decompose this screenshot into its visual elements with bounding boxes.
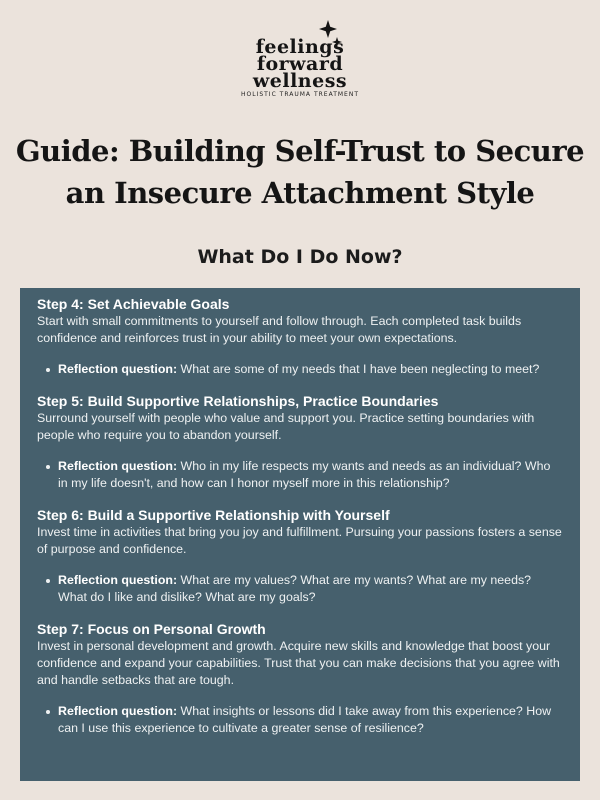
reflection-label: Reflection question: bbox=[58, 704, 178, 718]
bullet-icon bbox=[46, 465, 50, 469]
step-heading: Step 6: Build a Supportive Relationship with Yourself bbox=[37, 507, 390, 523]
reflection-item bbox=[37, 361, 562, 378]
step-body: Start with small commitments to yourself and follow through. Each completed task builds confidence and reinforces trust in your ability to meet your own expectations. bbox=[37, 314, 522, 345]
page-subtitle: What Do I Do Now? bbox=[197, 246, 403, 268]
logo-tagline: HOLISTIC TRAUMA TREATMENT bbox=[240, 91, 359, 98]
reflection-label: Reflection question: bbox=[58, 459, 178, 473]
page-title: Guide: Building Self-Trust to Secure an Insecure Attachment Style bbox=[15, 134, 585, 210]
step-6 bbox=[37, 506, 562, 606]
reflection-item bbox=[37, 572, 562, 606]
step-4 bbox=[37, 295, 562, 378]
steps-panel bbox=[20, 288, 580, 781]
brand-logo bbox=[0, 20, 600, 110]
reflection-question: What are some of my needs that I have been neglecting to meet? bbox=[177, 362, 540, 376]
reflection-label: Reflection question: bbox=[58, 362, 178, 376]
step-body: Invest time in activities that bring you joy and fulfillment. Pursuing your passions fosters a sense of purpose and confidence. bbox=[37, 525, 562, 556]
logo-word-feelings: feelings bbox=[255, 36, 345, 58]
step-body: Invest in personal development and growth. Acquire new skills and knowledge that boost your confidence and expand your capabilities. Trust that you can make decisions that you agree with and handle setbacks that are tough. bbox=[37, 639, 560, 687]
step-heading: Step 7: Focus on Personal Growth bbox=[37, 621, 266, 637]
logo-word-wellness: wellness bbox=[252, 70, 348, 92]
step-5 bbox=[37, 392, 562, 492]
step-heading: Step 4: Set Achievable Goals bbox=[37, 296, 230, 312]
reflection-question: What insights or lessons did I take away from this experience? How can I use this experience to cultivate a greater sense of resilience? bbox=[58, 704, 552, 735]
reflection-item bbox=[37, 458, 562, 492]
step-7 bbox=[37, 620, 562, 737]
reflection-item bbox=[37, 703, 562, 737]
reflection-question: Who in my life respects my wants and needs as an individual? Who in my life doesn't, and how can I honor myself more in this relationship? bbox=[58, 459, 551, 490]
bullet-icon bbox=[46, 710, 50, 714]
step-body: Surround yourself with people who value and support you. Practice setting boundaries with people who require you to abandon yourself. bbox=[37, 411, 535, 442]
logo-word-forward: forward bbox=[256, 53, 344, 75]
reflection-question: What are my values? What are my wants? What are my needs? What do I like and dislike? What are my goals? bbox=[58, 573, 532, 604]
bullet-icon bbox=[46, 368, 50, 372]
reflection-label: Reflection question: bbox=[58, 573, 178, 587]
step-heading: Step 5: Build Supportive Relationships, Practice Boundaries bbox=[37, 393, 439, 409]
bullet-icon bbox=[46, 579, 50, 583]
